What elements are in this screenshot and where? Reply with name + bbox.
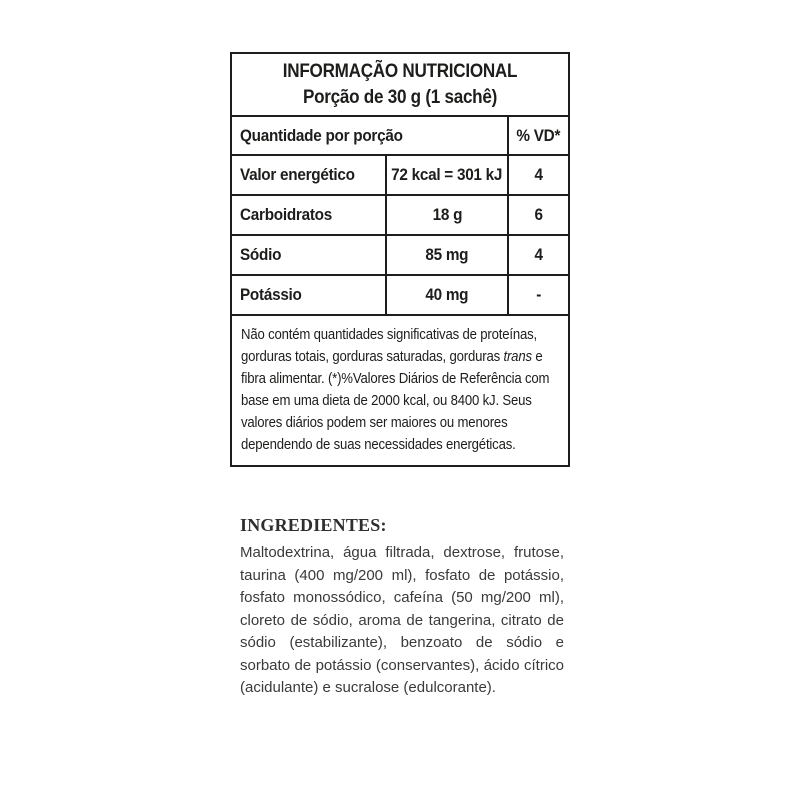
nutrient-dv-cell [507,156,568,194]
nutrition-facts-table [230,52,570,467]
nutrient-name: Carboidratos [240,205,332,224]
column-header-row [232,115,568,154]
nutrient-dv-cell [507,276,568,314]
nutrient-amount-cell [385,236,507,274]
footnote-part2: e fibra alimentar. (*)%Valores Diários de Referência com base em uma dieta de 2000 kcal, ou 8400 kJ. Seus valores diários podem ser maiores ou menores dependendo de suas necessidades energéticas. [241,348,550,453]
quantity-per-serving-label: Quantidade por porção [240,125,403,145]
ingredients-text: Maltodextrina, água filtrada, dextrose, frutose, taurina (400 mg/200 ml), fosfato de potássio, fosfato monossódico, cafeína (50 mg/200 ml), cloreto de sódio, aroma de tangerina, citrato de sódio (estabilizante), benzoato de sódio e sorbato de potássio (conservantes), ácido cítrico (acidulante) e sucralose (edulcorante). [240,544,564,696]
nutrient-dv: - [536,285,541,304]
table-row-carbohydrates [232,194,568,234]
nutrient-amount: 72 kcal = 301 kJ [391,165,503,184]
table-footnote [232,314,568,465]
nutrient-name: Sódio [240,245,282,264]
nutrient-name-cell [232,236,385,274]
nutrient-amount: 85 mg [425,245,469,264]
footnote-text [241,324,559,456]
nutrient-dv: 4 [534,165,543,184]
nutrient-amount-cell [385,156,507,194]
nutrient-name: Valor energético [240,165,355,184]
nutrient-dv: 4 [534,245,543,264]
nutrient-name: Potássio [240,285,302,304]
serving-size-subtitle: Porção de 30 g (1 sachê) [302,86,498,108]
nutrient-amount: 40 mg [425,285,469,304]
nutrient-name-cell [232,276,385,314]
ingredients-heading: INGREDIENTES: [240,515,387,535]
table-row-energy [232,154,568,194]
table-header [232,54,568,115]
footnote-trans-italic: trans [503,348,532,365]
nutrient-amount-cell [385,196,507,234]
table-row-sodium [232,234,568,274]
nutrient-dv-cell [507,196,568,234]
footnote-part1: Não contém quantidades significativas de proteínas, gorduras totais, gorduras saturadas, gorduras [241,326,538,365]
quantity-per-serving-header-cell [232,117,507,154]
daily-value-header-label: % VD* [516,125,561,145]
nutrient-amount-cell [385,276,507,314]
nutrient-name-cell [232,156,385,194]
nutrient-amount: 18 g [432,205,462,224]
nutrient-dv: 6 [534,205,543,224]
daily-value-header-cell [507,117,568,154]
table-row-potassium [232,274,568,314]
ingredients-section [240,515,564,700]
table-title: INFORMAÇÃO NUTRICIONAL [282,60,518,82]
nutrient-name-cell [232,196,385,234]
nutrient-dv-cell [507,236,568,274]
